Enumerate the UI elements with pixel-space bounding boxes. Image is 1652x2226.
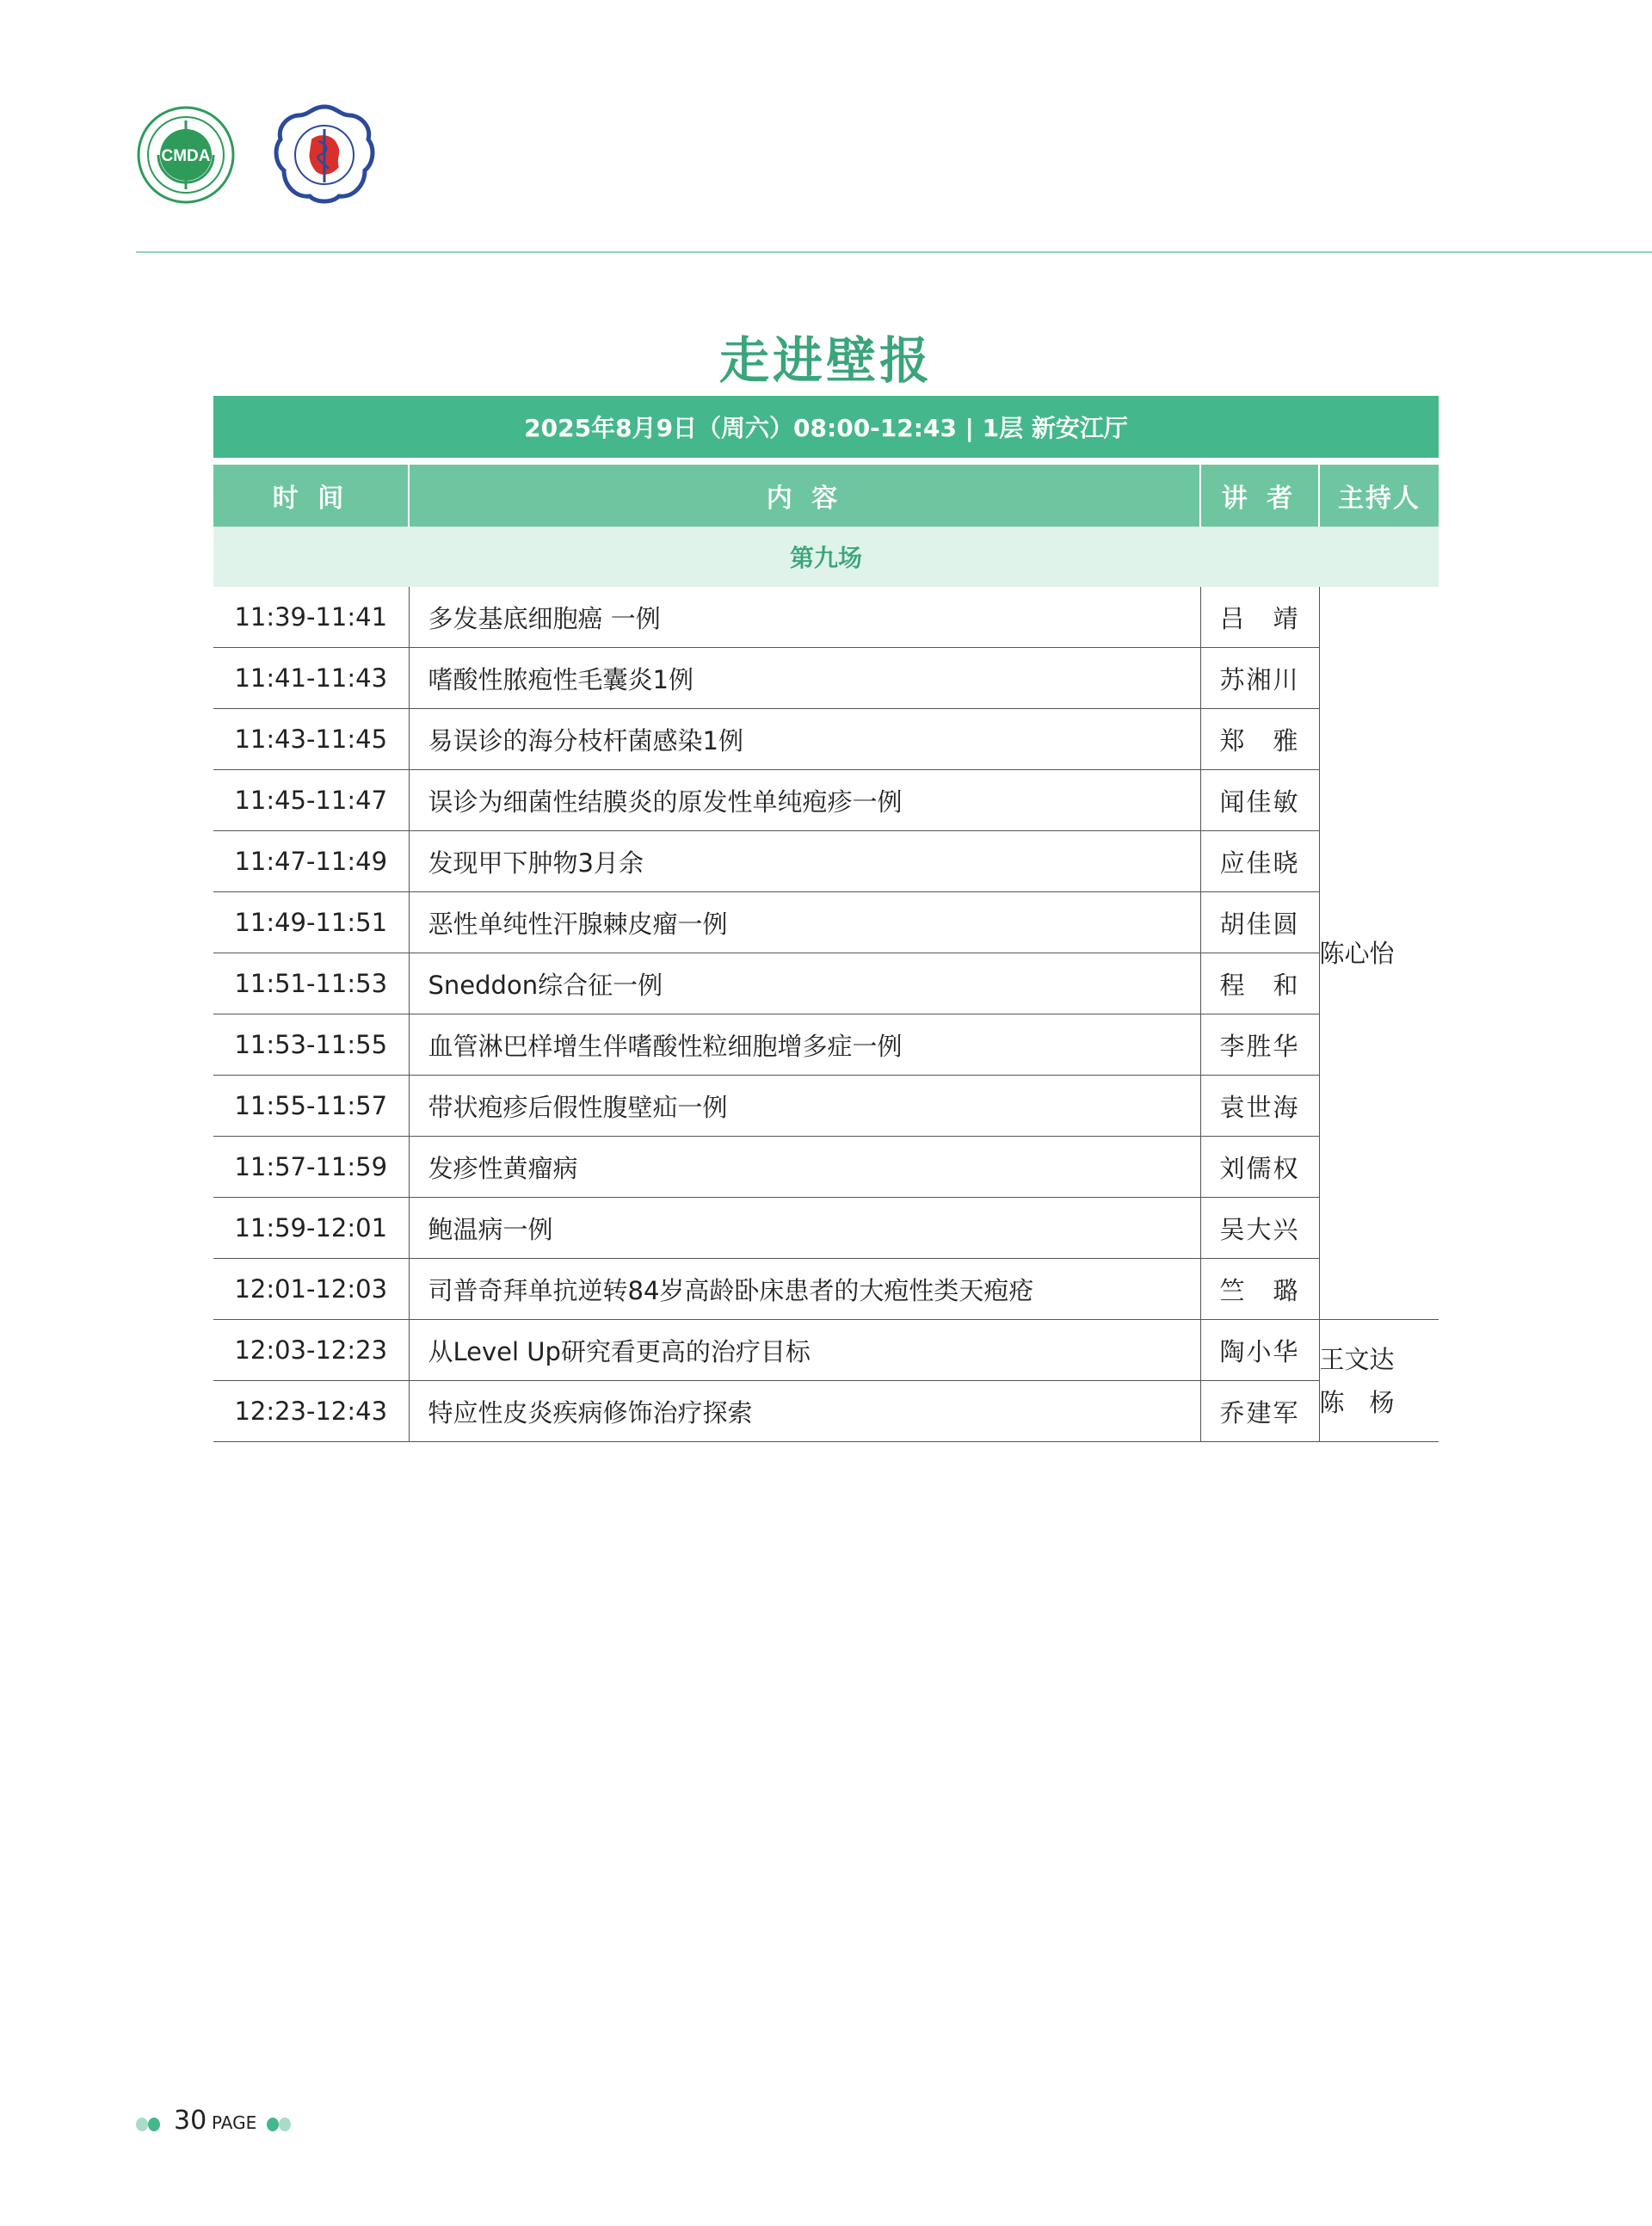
speaker-cell: 苏湘川 [1200, 648, 1319, 709]
speaker-cell: 陶小华 [1200, 1320, 1319, 1381]
svg-text:CMDA: CMDA [161, 147, 211, 165]
speaker-cell: 竺 璐 [1200, 1259, 1319, 1320]
time-cell: 12:23-12:43 [213, 1381, 409, 1442]
time-cell: 11:51-11:53 [213, 953, 409, 1014]
time-cell: 11:41-11:43 [213, 648, 409, 709]
column-header-host: 主持人 [1319, 465, 1439, 527]
speaker-cell: 应佳晓 [1200, 831, 1319, 892]
page-title: 走进壁报 [718, 331, 933, 390]
column-header-content: 内 容 [409, 465, 1200, 527]
speaker-cell: 袁世海 [1200, 1076, 1319, 1137]
host-cell [1319, 1320, 1439, 1442]
table-row [213, 892, 1439, 953]
speaker-cell: 胡佳圆 [1200, 892, 1319, 953]
table-row [213, 648, 1439, 709]
topic-cell: 带状疱疹后假性腹壁疝一例 [409, 1076, 1200, 1137]
speaker-cell: 乔建军 [1200, 1381, 1319, 1442]
speaker-cell: 吴大兴 [1200, 1198, 1319, 1259]
speaker-cell: 程 和 [1200, 953, 1319, 1014]
table-row [213, 587, 1439, 648]
table-row [213, 1198, 1439, 1259]
time-cell: 11:43-11:45 [213, 709, 409, 770]
topic-cell: 司普奇拜单抗逆转84岁高龄卧床患者的大疱性类天疱疮 [409, 1259, 1200, 1320]
topic-cell: 从Level Up研究看更高的治疗目标 [409, 1320, 1200, 1381]
speaker-cell: 李胜华 [1200, 1014, 1319, 1076]
speaker-cell: 刘儒权 [1200, 1137, 1319, 1198]
topic-cell: 特应性皮炎疾病修饰治疗探索 [409, 1381, 1200, 1442]
table-row [213, 953, 1439, 1014]
topic-cell: Sneddon综合征一例 [409, 953, 1200, 1014]
header-divider [136, 251, 1652, 253]
table-row [213, 1381, 1439, 1442]
speaker-cell: 闻佳敏 [1200, 770, 1319, 831]
time-cell: 12:01-12:03 [213, 1259, 409, 1320]
table-row [213, 1137, 1439, 1198]
page-number: 30 [174, 2106, 207, 2136]
footer-dot-icon [279, 2118, 291, 2131]
column-header-time: 时 间 [213, 465, 409, 527]
table-row [213, 1259, 1439, 1320]
topic-cell: 嗜酸性脓疱性毛囊炎1例 [409, 648, 1200, 709]
topic-cell: 多发基底细胞癌 一例 [409, 587, 1200, 648]
speaker-cell: 吕 靖 [1200, 587, 1319, 648]
table-row [213, 709, 1439, 770]
topic-cell: 误诊为细菌性结膜炎的原发性单纯疱疹一例 [409, 770, 1200, 831]
time-cell: 11:49-11:51 [213, 892, 409, 953]
column-header-speaker: 讲 者 [1200, 465, 1319, 527]
time-cell: 11:57-11:59 [213, 1137, 409, 1198]
time-cell: 11:59-12:01 [213, 1198, 409, 1259]
table-row [213, 1076, 1439, 1137]
topic-cell: 发现甲下肿物3月余 [409, 831, 1200, 892]
host-cell [1319, 587, 1439, 1320]
page-label: PAGE [212, 2112, 257, 2133]
footer-dot-icon [136, 2118, 148, 2131]
cmda-logo [136, 105, 236, 205]
table-row [213, 1320, 1439, 1381]
session-row [213, 527, 1439, 587]
table-row [213, 1014, 1439, 1076]
time-cell: 11:47-11:49 [213, 831, 409, 892]
time-cell: 11:55-11:57 [213, 1076, 409, 1137]
schedule-table [213, 396, 1439, 1442]
session-name: 第九场 [213, 527, 1439, 587]
time-cell: 11:53-11:55 [213, 1014, 409, 1076]
time-cell: 12:03-12:23 [213, 1320, 409, 1381]
zhejiang-medical-association-logo [274, 103, 375, 205]
host-name: 王文达 [1319, 1344, 1395, 1374]
topic-cell: 鲍温病一例 [409, 1198, 1200, 1259]
time-cell: 11:45-11:47 [213, 770, 409, 831]
table-row [213, 831, 1439, 892]
topic-cell: 易误诊的海分枝杆菌感染1例 [409, 709, 1200, 770]
schedule-banner [213, 396, 1439, 458]
host-name: 陈心怡 [1319, 938, 1395, 968]
host-name: 陈 杨 [1319, 1387, 1395, 1417]
schedule-date-venue: 2025年8月9日（周六）08:00-12:43 | 1层 新安江厅 [213, 396, 1439, 458]
column-headers [213, 465, 1439, 527]
topic-cell: 恶性单纯性汗腺棘皮瘤一例 [409, 892, 1200, 953]
time-cell: 11:39-11:41 [213, 587, 409, 648]
table-row [213, 770, 1439, 831]
topic-cell: 发疹性黄瘤病 [409, 1137, 1200, 1198]
topic-cell: 血管淋巴样增生伴嗜酸性粒细胞增多症一例 [409, 1014, 1200, 1076]
footer-dot-icon [148, 2118, 160, 2131]
speaker-cell: 郑 雅 [1200, 709, 1319, 770]
footer-dot-icon [267, 2118, 279, 2131]
